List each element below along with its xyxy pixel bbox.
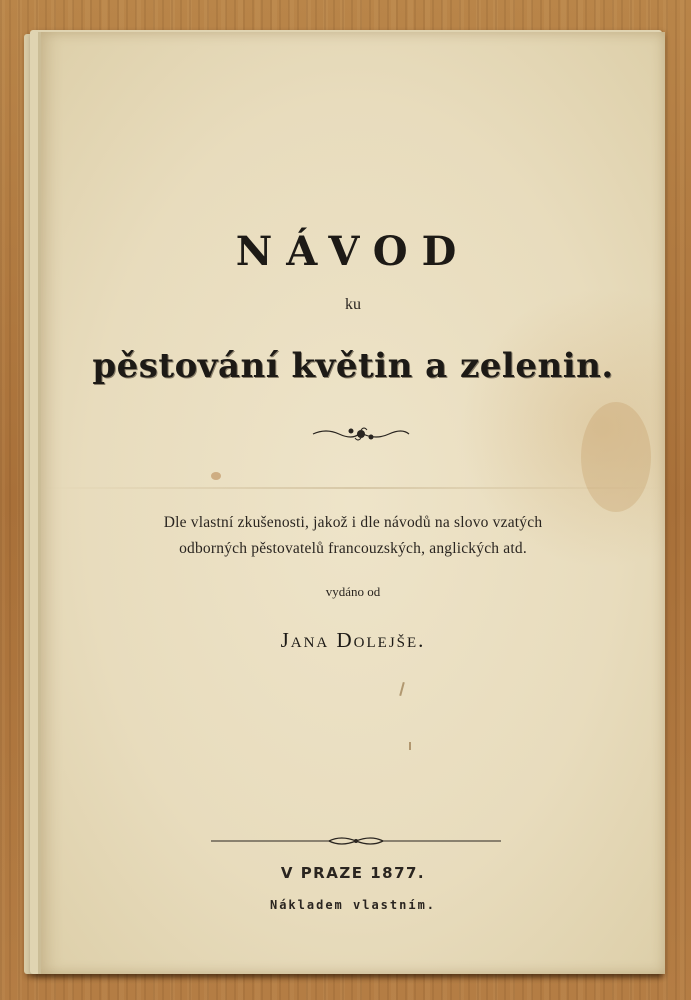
- page-title: NÁVOD: [235, 228, 471, 275]
- ink-mark: [409, 742, 411, 750]
- author-name: Jana Dolejše.: [280, 628, 426, 652]
- publisher-note: Nákladem vlastním.: [269, 898, 437, 912]
- paper-spot: [211, 472, 221, 480]
- ink-mark: [399, 682, 405, 696]
- title-connector: ku: [345, 296, 361, 313]
- description-line-2: odborných pěstovatelů francouzských, anglických atd.: [179, 540, 527, 557]
- description-line-1: Dle vlastní zkušenosti, jakož i dle návodů na slovo vzatých: [163, 514, 543, 531]
- ornamental-rule-icon: [211, 834, 501, 848]
- floral-ornament-icon: [311, 422, 411, 446]
- place-and-year: V PRAZE 1877.: [280, 864, 426, 882]
- page-subtitle: pěstování květin a zelenin.: [92, 346, 614, 386]
- published-by-label: vydáno od: [325, 584, 381, 599]
- book-cover: [38, 32, 665, 974]
- page-fold: [41, 487, 665, 489]
- paper-stain: [581, 402, 651, 512]
